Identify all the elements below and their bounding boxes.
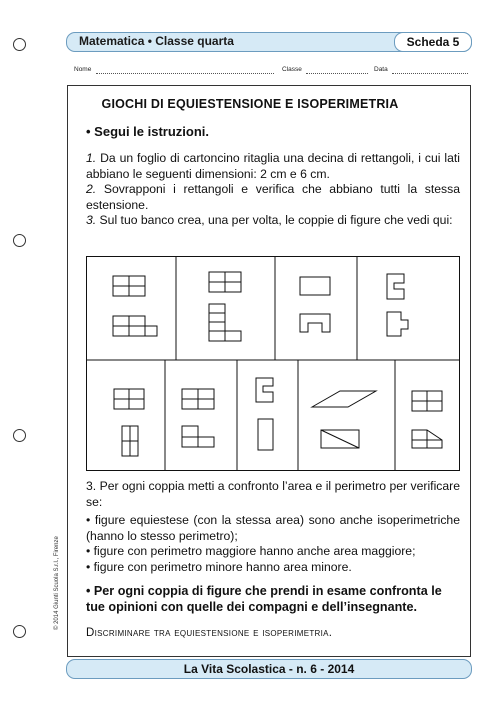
header-bar xyxy=(66,32,472,52)
step-2-text: Sovrapponi i rettangoli e verifica che abbiano tutti la stessa estensione. xyxy=(86,182,460,212)
figure-pair-7 xyxy=(256,378,273,450)
final-instruction: • Per ogni coppia di figure che prendi in esame confronta le tue opinioni con quelle dei compagni e dell’insegnante. xyxy=(86,584,442,614)
classe-line xyxy=(306,73,368,74)
figure-pair-5 xyxy=(114,389,144,456)
step-3-text: Sul tuo banco crea, una per volta, le coppie di figure che vedi qui: xyxy=(96,213,453,227)
step-3 xyxy=(86,213,460,229)
step-2-number: 2. xyxy=(86,182,97,196)
data-label: Data xyxy=(374,66,388,73)
compare-item-3: • figure con perimetro minore hanno area minore. xyxy=(86,560,352,574)
classe-label: Classe xyxy=(282,66,302,73)
step-3-number: 3. xyxy=(86,213,97,227)
instruction-heading: • Segui le istruzioni. xyxy=(86,124,210,139)
nome-line xyxy=(96,73,274,74)
figure-pair-9 xyxy=(412,391,442,448)
figure-pair-3 xyxy=(300,277,330,332)
figure-pair-4 xyxy=(387,274,408,336)
figure-pair-6 xyxy=(182,389,214,447)
step-1 xyxy=(86,151,460,182)
punch-hole xyxy=(13,234,26,247)
nome-label: Nome xyxy=(74,66,92,73)
figure-pair-8 xyxy=(312,391,376,448)
learning-objective: Discriminare tra equiestensione e isoperimetria. xyxy=(86,627,333,639)
copyright-note: © 2014 Giunti Scuola S.r.l., Firenze xyxy=(54,536,60,630)
step-1-text: Da un foglio di cartoncino ritaglia una decina di rettangoli, i cui lati abbiano le seguenti dimensioni: 2 cm e 6 cm. xyxy=(86,151,460,181)
footer-bar: La Vita Scolastica - n. 6 - 2014 xyxy=(66,659,472,679)
data-line xyxy=(392,73,468,74)
figure-pair-1 xyxy=(113,276,157,336)
scheda-label: Scheda 5 xyxy=(394,32,472,52)
header-title: Matematica • Classe quarta xyxy=(79,34,234,48)
punch-hole xyxy=(13,429,26,442)
punch-hole xyxy=(13,38,26,51)
step-2 xyxy=(86,182,460,213)
compare-item-1: • figure equiestese (con la stessa area) sono anche isoperimetriche (hanno lo stesso perimetro); xyxy=(86,513,460,543)
punch-hole xyxy=(13,625,26,638)
step-1-number: 1. xyxy=(86,151,97,165)
worksheet-title: GIOCHI DI EQUIESTENSIONE E ISOPERIMETRIA xyxy=(101,97,399,111)
compare-intro: 3. Per ogni coppia metti a confronto l’area e il perimetro per verificare se: xyxy=(86,479,460,509)
figures-grid xyxy=(86,256,460,471)
figure-pair-2 xyxy=(209,272,241,341)
compare-item-2: • figure con perimetro maggiore hanno anche area maggiore; xyxy=(86,544,416,558)
